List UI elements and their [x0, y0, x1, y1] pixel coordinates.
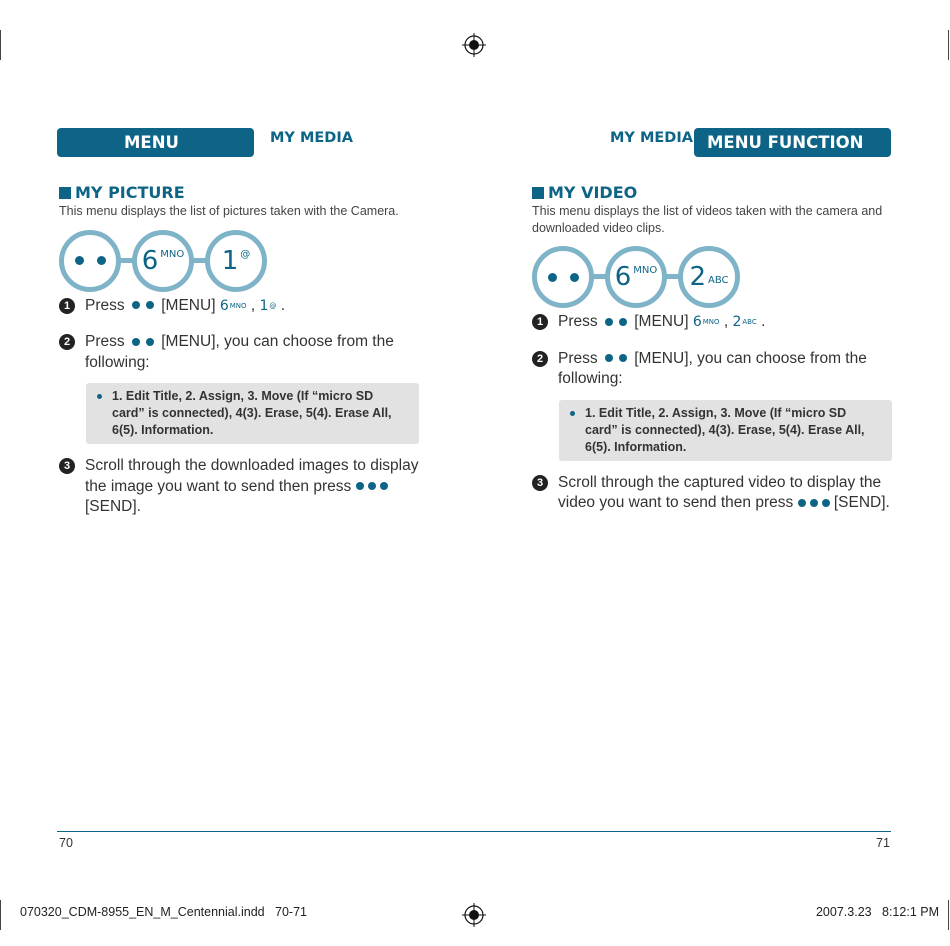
key-connector [192, 258, 206, 263]
menu-key-icon [59, 230, 121, 292]
page-footer-rule [57, 831, 891, 832]
key-connector [119, 258, 133, 263]
left-page-number: 70 [59, 836, 73, 850]
registration-mark-bottom-icon [462, 903, 486, 927]
right-step-3: 3 Scroll through the captured video to display the video you want to send then press [SEND]. [532, 473, 892, 514]
right-page-number: 71 [876, 836, 890, 850]
right-header-bar-label: MENU FUNCTION [707, 133, 864, 152]
square-bullet-icon [59, 187, 71, 199]
key-1-icon: 1 @ [205, 230, 267, 292]
registration-mark-top-icon [462, 33, 486, 57]
step-number-badge: 2 [532, 351, 548, 367]
left-step-2: 2 Press [MENU], you can choose from the following: [59, 332, 419, 373]
left-step-1: 1 Press [MENU] $6^{MNO}$ , 1@ . [59, 296, 419, 317]
key-2-mini-icon: $2^{ABC}$ [732, 314, 757, 330]
right-header-tag: MY MEDIA [610, 130, 693, 146]
step-number-badge: 1 [532, 314, 548, 330]
key-connector [592, 274, 606, 279]
menu-dots-icon [132, 301, 154, 309]
right-header-bar [694, 128, 891, 157]
step-number-badge: 3 [532, 475, 548, 491]
right-step-2: 2 Press [MENU], you can choose from the following: [532, 349, 892, 390]
key-1-mini-icon: 1@ [259, 297, 277, 314]
step-number-badge: 1 [59, 298, 75, 314]
bullet-icon [97, 394, 102, 399]
crop-mark-top-right [948, 30, 949, 60]
right-step-1: 1 Press [MENU] $6^{MNO}$ , $2^{ABC}$ . [532, 312, 892, 333]
bullet-icon [570, 411, 575, 416]
right-section-title: MY VIDEO [532, 183, 892, 203]
left-step-3: 3 Scroll through the downloaded images to display the image you want to send then press [SEND]. [59, 456, 419, 518]
key-6-mini-icon: $6^{MNO}$ [219, 297, 247, 314]
key-6-icon: 6 MNO [132, 230, 194, 292]
crop-mark-top-left [0, 30, 1, 60]
menu-key-icon [532, 246, 594, 308]
menu-dots-icon [605, 318, 627, 326]
menu-dots-icon [605, 354, 627, 362]
right-options-box: 1. Edit Title, 2. Assign, 3. Move (If “micro SD card” is connected), 4(3). Erase, 5(4). Erase All, 6(5). Information. [559, 400, 892, 461]
left-header-bar-label: MENU FUNCTION [124, 133, 220, 181]
key-2-icon: 2 ABC [678, 246, 740, 308]
left-key-sequence [59, 230, 419, 294]
print-timestamp: 2007.3.23 8:12:1 PM [815, 905, 939, 919]
left-section-description: This menu displays the list of pictures taken with the Camera. [59, 204, 399, 218]
left-column [59, 183, 419, 518]
right-column [532, 183, 892, 514]
step-number-badge: 2 [59, 334, 75, 350]
right-section-description: This menu displays the list of videos taken with the camera and downloaded video clips. [532, 204, 883, 235]
right-key-sequence [532, 246, 892, 310]
send-dots-icon [356, 482, 388, 490]
square-bullet-icon [532, 187, 544, 199]
send-dots-icon [798, 499, 830, 507]
key-6-mini-icon: $6^{MNO}$ [692, 314, 720, 330]
crop-mark-bottom-left [0, 900, 1, 930]
file-slug: 070320_CDM-8955_EN_M_Centennial.indd 70-71 [20, 905, 307, 919]
left-header-bar [57, 128, 254, 181]
key-6-icon: 6 MNO [605, 246, 667, 308]
step-number-badge: 3 [59, 458, 75, 474]
key-connector [665, 274, 679, 279]
left-section-title: MY PICTURE [59, 183, 419, 203]
left-header-tag: MY MEDIA [270, 130, 353, 146]
left-options-box: 1. Edit Title, 2. Assign, 3. Move (If “micro SD card” is connected), 4(3). Erase, 5(4). Erase All, 6(5). Information. [86, 383, 419, 444]
crop-mark-bottom-right [948, 900, 949, 930]
menu-dots-icon [132, 338, 154, 346]
